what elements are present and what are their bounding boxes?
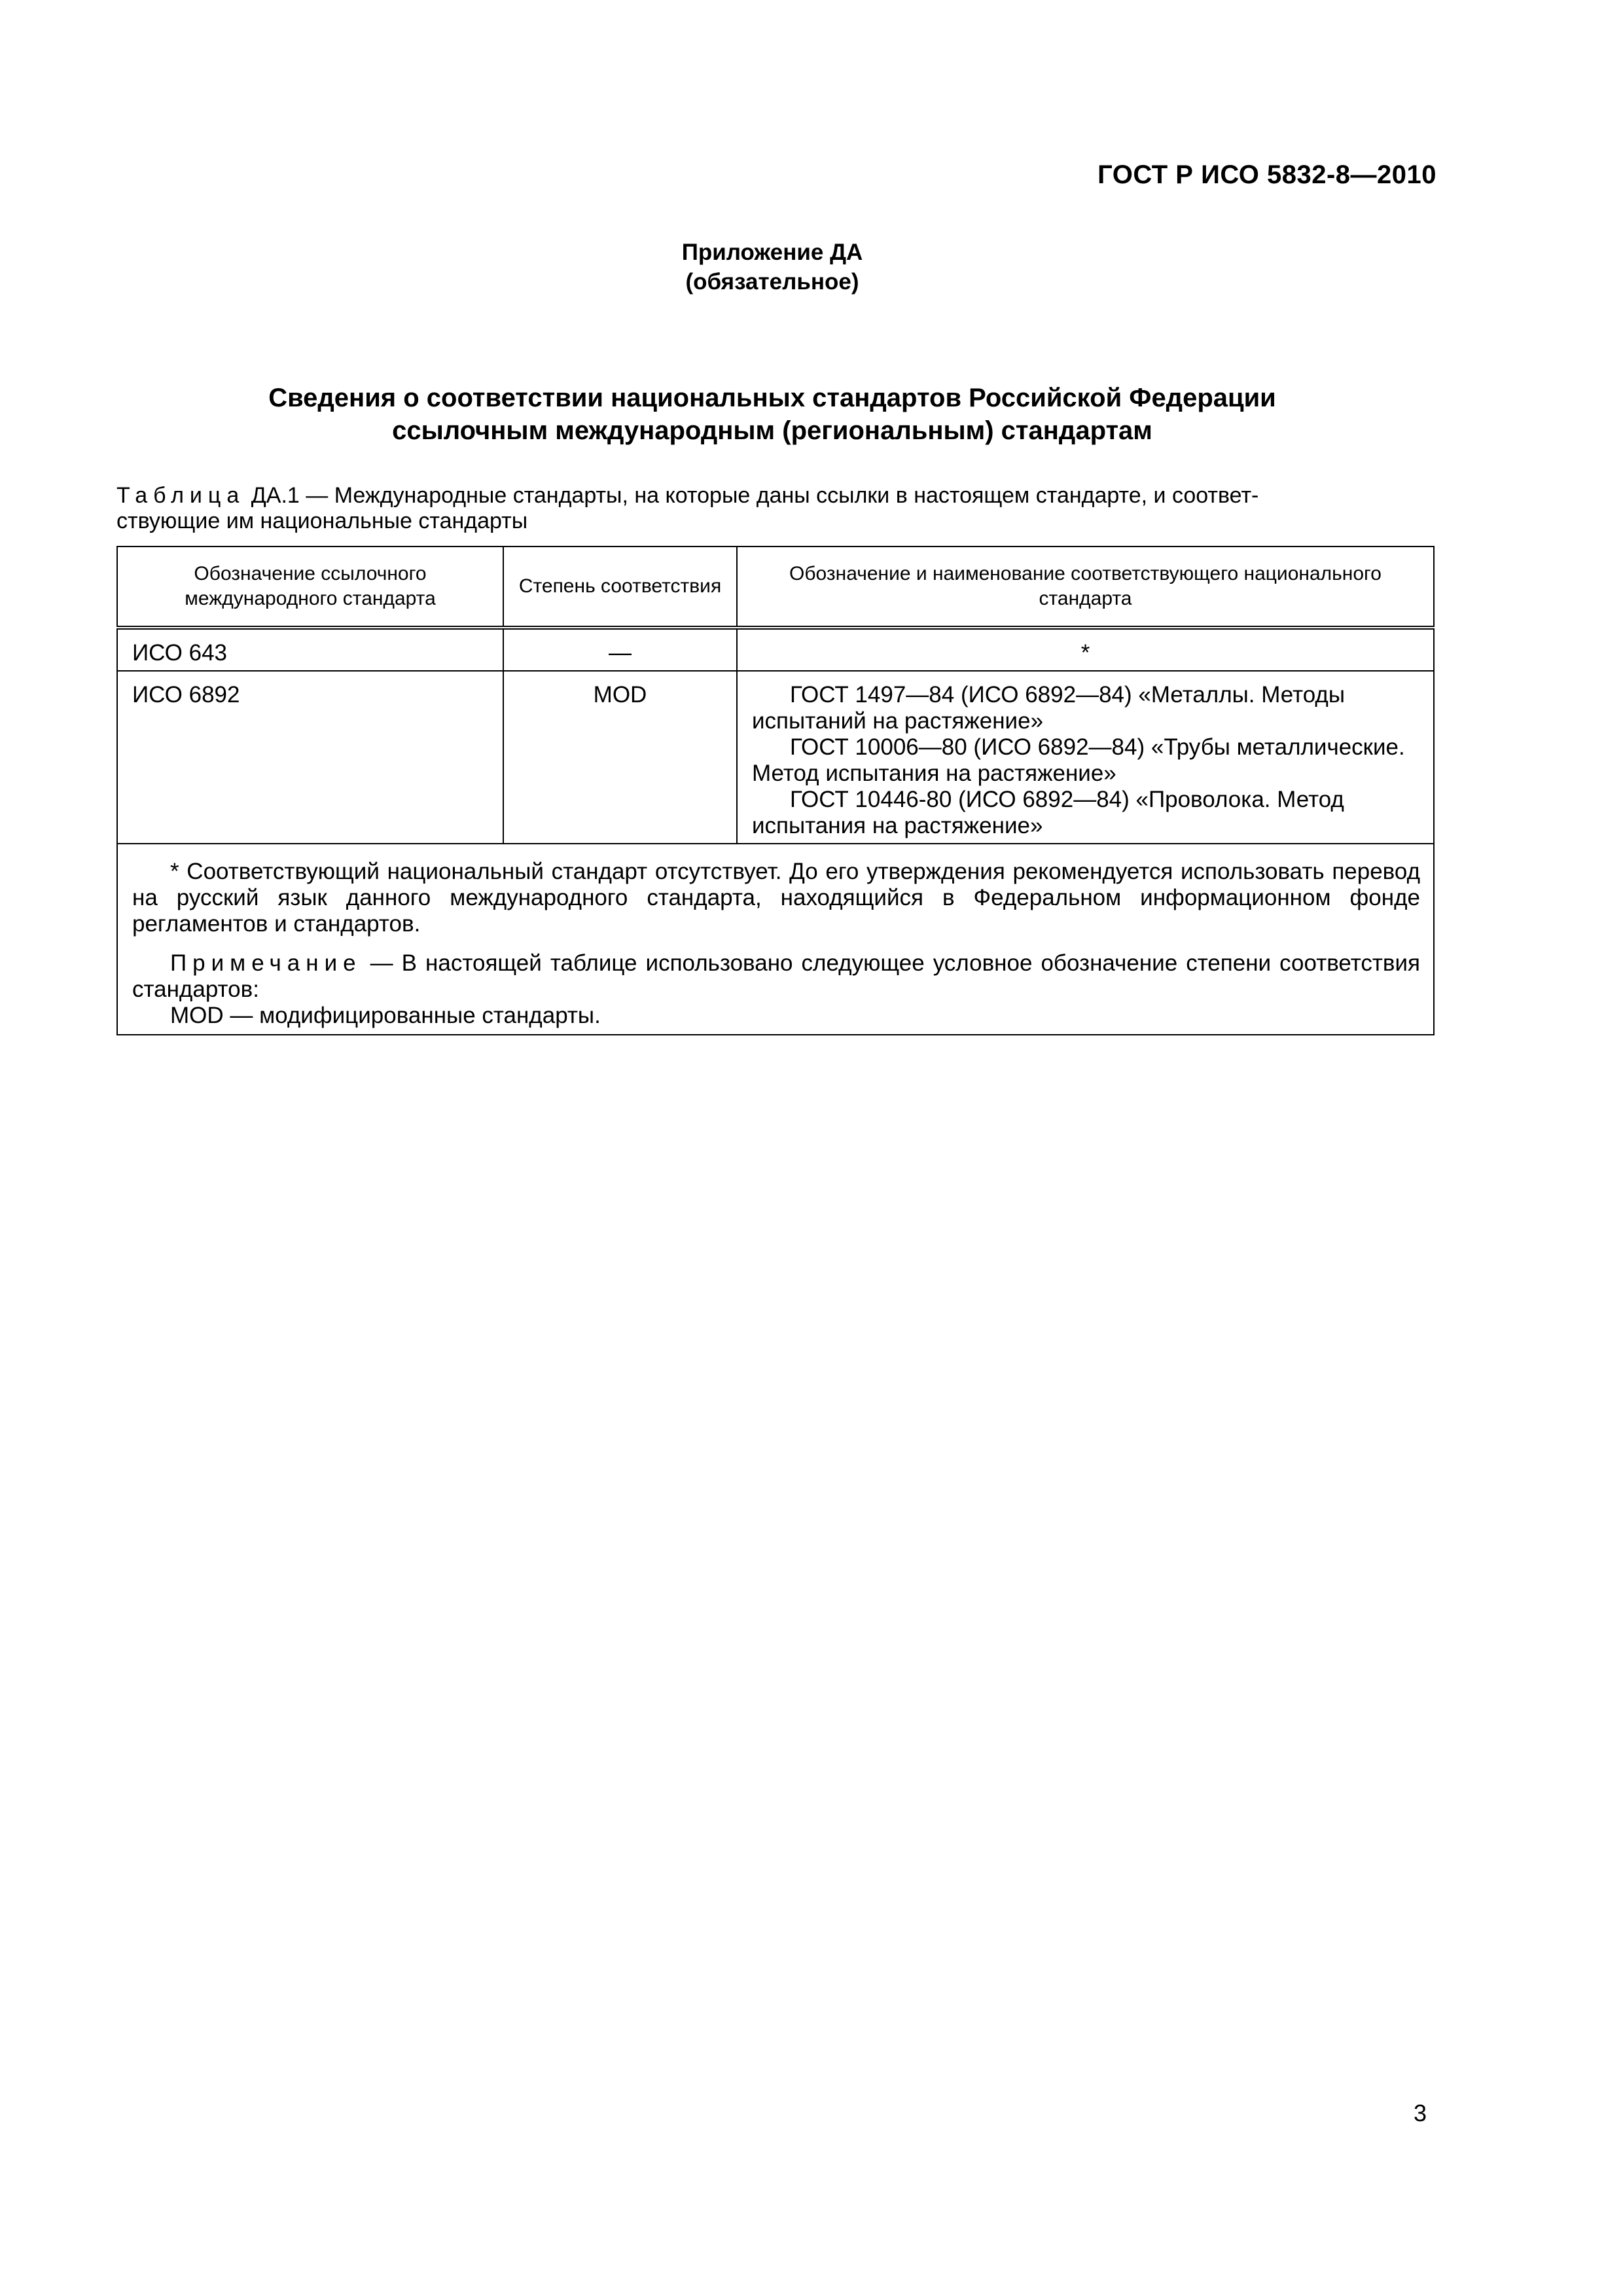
table-caption xyxy=(116,483,1433,534)
header-national-standard: Обозначение и наименование соответствующего национального стандарта xyxy=(737,547,1434,628)
table-header-row xyxy=(117,547,1434,628)
document-title xyxy=(0,382,1544,447)
table-notes xyxy=(117,844,1434,1035)
table-row xyxy=(117,628,1434,671)
note-text: — В настоящей таблице использовано следующее условное обозначение степени соответствия стандартов: xyxy=(132,950,1420,1002)
cell-degree: MOD xyxy=(503,671,737,844)
header-degree: Степень соответствия xyxy=(503,547,737,628)
appendix-heading xyxy=(0,238,1544,296)
page-number: 3 xyxy=(1414,2100,1427,2126)
table-caption-text: ДА.1 — Международные стандарты, на которые даны ссылки в настоящем стандарте, и соответ- xyxy=(245,483,1259,508)
header-intl-standard: Обозначение ссылочного международного стандарта xyxy=(117,547,503,628)
standards-table xyxy=(116,546,1435,1035)
national-standard-ref: ГОСТ 10006—80 (ИСО 6892—84) «Трубы металлические. Метод испытания на растяжение» xyxy=(752,734,1405,786)
document-title-line-2: ссылочным международным (региональным) стандартам xyxy=(392,416,1152,445)
document-code: ГОСТ Р ИСО 5832-8—2010 xyxy=(1097,160,1436,189)
table-caption-label: Таблица xyxy=(116,483,245,508)
cell-national-standards xyxy=(737,671,1434,844)
cell-intl-standard: ИСО 6892 xyxy=(117,671,503,844)
national-standard-ref: ГОСТ 10446-80 (ИСО 6892—84) «Проволока. Метод испытания на растяжение» xyxy=(752,787,1344,838)
table-footnote: * Соответствующий национальный стандарт отсутствует. До его утверждения рекомендуется использовать перевод на русский язык данного международного стандарта, находящийся в Федеральном информационном фонде регламентов и стандартов. xyxy=(132,859,1420,937)
national-standard-ref: ГОСТ 1497—84 (ИСО 6892—84) «Металлы. Методы испытаний на растяжение» xyxy=(752,682,1346,734)
note-label: Примечание xyxy=(170,950,362,976)
table-row xyxy=(117,671,1434,844)
table-notes-row xyxy=(117,844,1434,1035)
table-caption-text-continued: ствующие им национальные стандарты xyxy=(116,509,528,533)
note-mod-definition: MOD — модифицированные стандарты. xyxy=(170,1003,601,1028)
cell-national-standard: * xyxy=(737,628,1434,671)
cell-intl-standard: ИСО 643 xyxy=(117,628,503,671)
appendix-title: Приложение ДА xyxy=(681,240,863,265)
cell-degree: — xyxy=(503,628,737,671)
table-note xyxy=(132,950,1420,1029)
document-title-line-1: Сведения о соответствии национальных стандартов Российской Федерации xyxy=(268,384,1276,412)
appendix-status: (обязательное) xyxy=(685,269,859,295)
